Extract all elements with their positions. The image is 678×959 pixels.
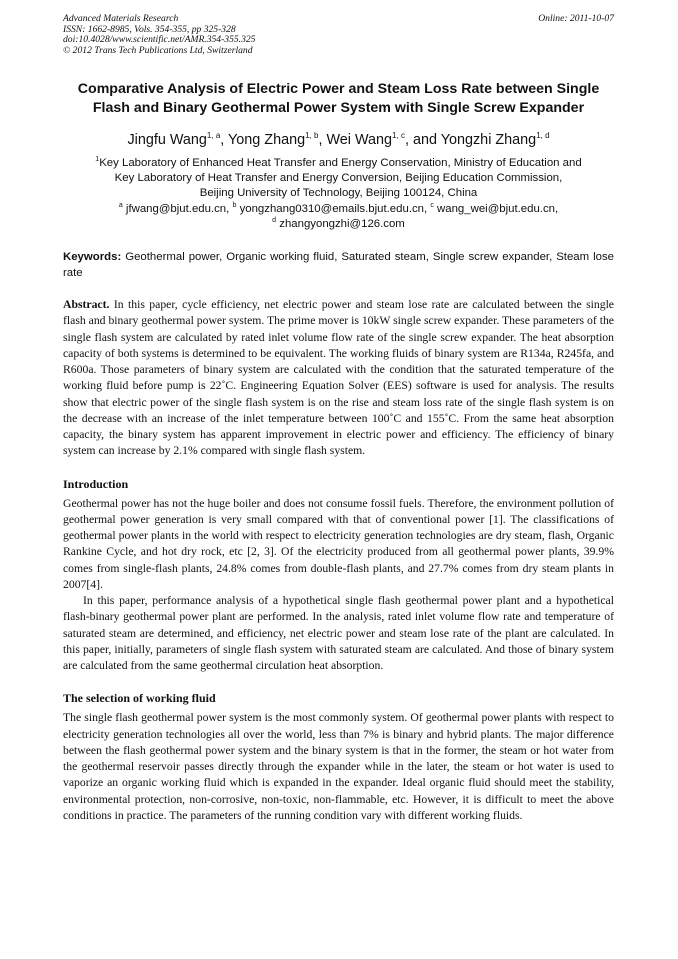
author-sep: , (220, 132, 229, 148)
doi-line[interactable]: doi:10.4028/www.scientific.net/AMR.354-355.325 (63, 34, 256, 46)
author-name: Yongzhi Zhang (440, 132, 537, 148)
author-sup: 1, b (305, 131, 319, 140)
keywords (63, 249, 614, 281)
issn-line: ISSN: 1662-8985, Vols. 354-355, pp 325-328 (63, 23, 236, 35)
paper-title: Comparative Analysis of Electric Power and Steam Loss Rate between Single Flash and Binary Geothermal Power System with Single Screw Expander (77, 81, 600, 116)
section-heading-working-fluid: The selection of working fluid (63, 691, 216, 706)
keywords-text: Geothermal power, Organic working fluid, Saturated steam, Single screw expander, Steam lose rate (63, 251, 614, 280)
author-name: Yong Zhang (228, 132, 306, 148)
affil-sup: 1 (95, 156, 100, 163)
email-address[interactable]: wang_wei@bjut.edu.cn (437, 202, 555, 215)
intro-paragraph-2: In this paper, performance analysis of a hypothetical single flash geothermal power plant and a hypothetical flash-binary geothermal power plant are performed. In the analysis, rated inlet volume flow rate and temperature of saturated steam are determined, and efficiency, net electric power and steam lose rate of the plant are calculated. In this paper, initially, parameters of single flash system with saturated steam are calculated. And those of binary system are calculated from the same geothermal circulation heat absorption. (63, 594, 614, 673)
abstract-label: Abstract. (63, 298, 110, 312)
email-sep: , (554, 202, 559, 215)
email-sup: d (272, 216, 277, 224)
email-sep: , (424, 202, 431, 215)
affil-line-1: Key Laboratory of Enhanced Heat Transfer and Energy Conservation, Ministry of Education and (99, 157, 582, 169)
abstract-text: In this paper, cycle efficiency, net electric power and steam lose rate are calculated between the single flash and binary geothermal power system. The prime mover is 10kW single screw expander. These parameters of the single flash system are calculated by rated inlet volume flow rate of the single screw expander. The heat absorption capacity of both systems is determined to be equivalent. The working fluids of binary system are R134a, R245fa, and R600a. Those parameters of binary system are calculated with the condition that the saturated temperature of the working fluid before pump is 22˚C. Engineering Equation Solver (EES) software is used for analysis. The results show that electric power of the single flash system is on the rise and steam loss rate of the single flash system is on the decrease with an increase of the inlet temperature between 100˚C and 155˚C. From the same heat absorption capacity, the binary system has apparent improvement in electric power and efficiency. The efficiency of binary system can increase by 2.1% compared with single flash system. (63, 298, 614, 458)
author-sep: , (318, 132, 327, 148)
abstract (63, 297, 614, 460)
author-sep: , and (404, 132, 441, 148)
email-sup: c (430, 201, 434, 209)
email-sep: , (226, 202, 233, 215)
email-address[interactable]: zhangyongzhi@126.com (279, 217, 405, 230)
email-sup: b (232, 201, 237, 209)
journal-name: Advanced Materials Research (63, 13, 179, 24)
author-sup: 1, c (392, 131, 405, 140)
author-sup: 1, a (206, 131, 221, 140)
intro-paragraph-1: Geothermal power has not the huge boiler and does not consume fossil fuels. Therefore, the environment pollution of geothermal power generation is very small compared with that of conventional power [1]. The classifications of geothermal power plants in the world with respect to electricity generation technologies are dry steam, flash, Organic Rankine Cycle, and hot dry rock, etc [2, 3]. Of the electricity produced from all geothermal power plants, 39.9% comes from single-flash plants, 24.8% comes from double-flash plants, and 27.7% comes from dry steam plants in 2007[4]. (63, 496, 614, 591)
section-heading-introduction: Introduction (63, 476, 129, 491)
author-list (63, 131, 614, 149)
paper-page (63, 14, 614, 824)
email-line (63, 202, 614, 217)
copyright-line: © 2012 Trans Tech Publications Ltd, Switzerland (63, 44, 253, 56)
working-fluid-paragraph: The single flash geothermal power system is the most commonly system. Of geothermal power plants with respect to electricity generation technologies all over the world, less than 7% is binary and hybrid plants. The major difference between the flash geothermal power system and the binary system is that in the former, the steam or hot water from the geothermal reservoir passes directly through the expander while in the later, the steam or hot water is used to vaporize an organic working fluid which is expanded in the expander. Ideal organic fluid should meet the stability, environmental protection, non-corrosive, non-toxic, non-flammable, etc. However, it is difficult to meet the above conditions in practice. The parameters of the running condition vary with different working fluids. (63, 711, 614, 822)
affil-line-3: Beijing University of Technology, Beijing 100124, China (199, 187, 478, 200)
author-sup: 1, d (536, 131, 550, 140)
affiliation (63, 156, 614, 232)
affil-line-2: Key Laboratory of Heat Transfer and Energy Conversion, Beijing Education Commission, (114, 172, 563, 185)
author-name: Wei Wang (326, 132, 393, 148)
email-address[interactable]: jfwang@bjut.edu.cn (125, 202, 227, 215)
journal-header (63, 14, 614, 66)
keywords-label: Keywords: (63, 251, 122, 264)
online-date: Online: 2011-10-07 (538, 13, 614, 24)
email-sup: a (118, 201, 123, 209)
email-line (63, 217, 614, 232)
email-address[interactable]: yongzhang0310@emails.bjut.edu.cn (239, 202, 425, 215)
author-name: Jingfu Wang (127, 132, 207, 148)
